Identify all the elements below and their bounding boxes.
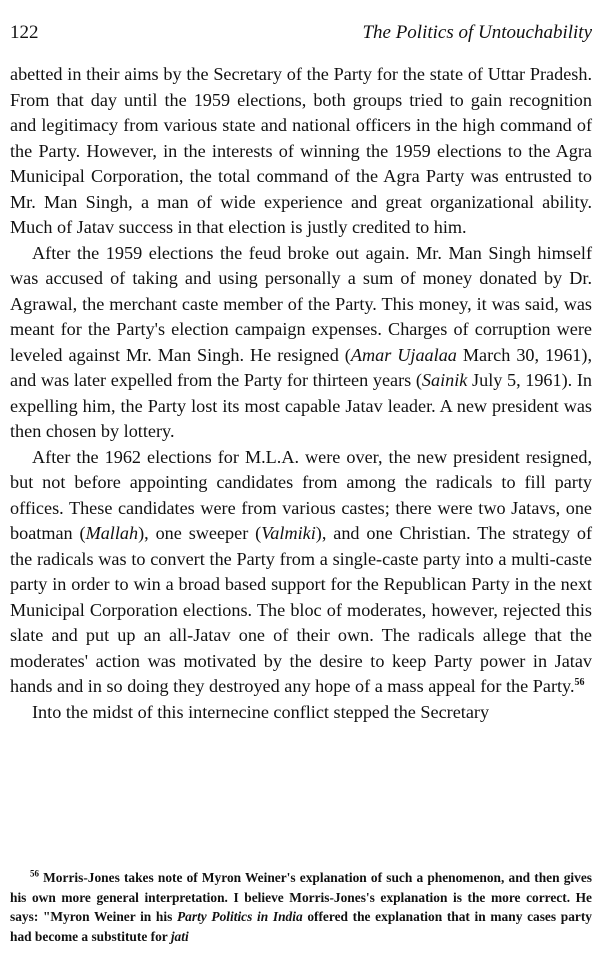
page-number: 122 <box>10 22 39 43</box>
newspaper-title: Amar Ujaalaa <box>350 344 457 365</box>
paragraph-continuation: abetted in their aims by the Secretary of the Party for the state of Uttar Pradesh. From that day until the 1959 elections, both groups tried to gain recognition and legitimacy from various state and national officers in the high command of the Party. However, in the interests of winning the 1959 elections to the Agra Municipal Corporation, the total command of the Agra Party was entrusted to Mr. Man Singh, a man of wide experience and great organizational ability. Much of Jatav success in that election is justly credited to him. <box>10 64 592 237</box>
caste-term: Valmiki <box>261 523 316 543</box>
running-title: The Politics of Untouchability <box>362 22 592 43</box>
paragraph-secretary: Into the midst of this internecine conflict stepped the Secretary <box>32 701 490 722</box>
body-text <box>10 62 592 725</box>
book-title: Party Politics in India <box>177 909 303 924</box>
term-jati: jati <box>170 928 189 944</box>
paragraph-feud: After the 1959 elections the feud broke out again. Mr. Man Singh himself was accused of taking and using personally a sum of money donated by Dr. Agrawal, the merchant caste member of the Party. This money, it was said, was meant for the Party's election campaign expenses. Charges of corruption were leveled against Mr. Man Singh. He resigned (Amar Ujaalaa March 30, 1961), and was later expelled from the Party for thirteen years (Sainik July 5, 1961). In expelling him, the Party lost its most capable Jatav leader. A new president was then chosen by lottery. <box>10 242 593 441</box>
page-header <box>10 18 592 48</box>
footnote: $^{56}$ Morris-Jones takes note of Myron Weiner's explanation of such a phenomenon, and then gives his own more general interpretation. I believe Morris-Jones's explanation is the more correct. He says: "Myron Weiner in his Party Politics in India offered the explanation that in many cases party had become a substitute for jati <box>10 868 593 944</box>
footnote-marker: 56 <box>30 868 39 879</box>
paragraph-elections: After the 1962 elections for M.L.A. were over, the new president resigned, but not before appointing candidates from among the radicals to fill party offices. These candidates were from various castes; there were two Jatavs, one boatman (Mallah), one sweeper (Valmiki), and one Christian. The strategy of the radicals was to convert the Party from a single-caste party into a multi-caste party in order to win a broad based support for the Republican Party in the next Municipal Corporation elections. The bloc of moderates, however, rejected this slate and put up an all-Jatav one of their own. The radicals allege that the moderates' action was motivated by the desire to keep Party power in Jatav hands and in so doing they destroyed any hope of a mass appeal for the Party.$^{56}$ <box>10 446 593 696</box>
footnote-reference: 56 <box>574 676 585 688</box>
newspaper-title: Sainik <box>421 370 468 390</box>
caste-term: Mallah <box>85 523 139 543</box>
